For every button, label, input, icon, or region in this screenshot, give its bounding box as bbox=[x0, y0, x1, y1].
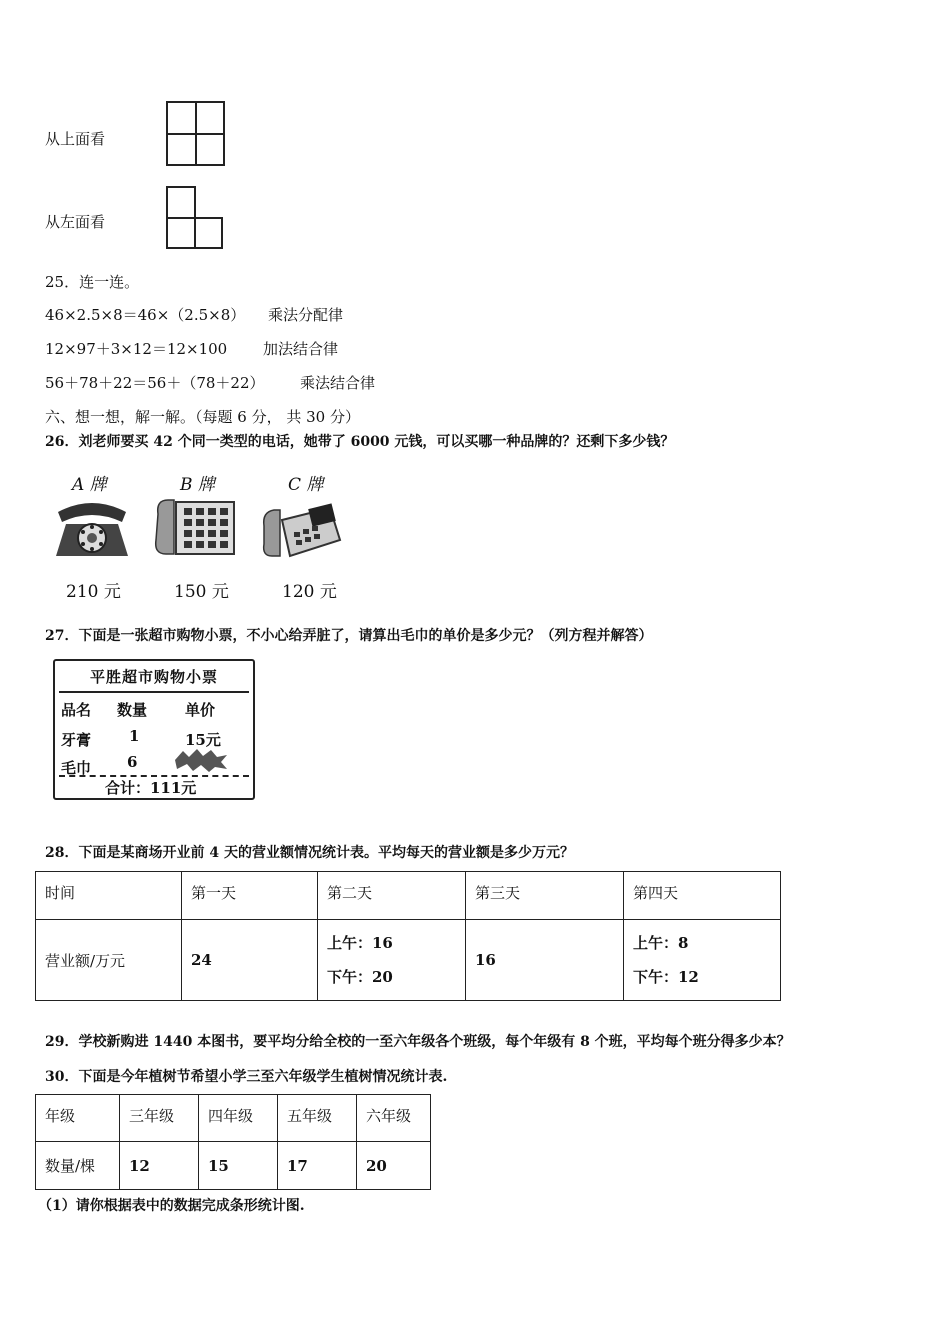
q29-text: 29．学校新购进 1440 本图书，要平均分给全校的一至六年级各个班级，每个年级有 8 个班，平均每个班分得多少本？ bbox=[45, 1034, 791, 1050]
rotary-phone-icon bbox=[52, 498, 132, 560]
q25-law-2: 加法结合律 bbox=[263, 340, 339, 358]
q28-header-day1: 第一天 bbox=[182, 872, 318, 920]
view-label-left: 从左面看 bbox=[45, 213, 106, 231]
q28-day1-value: 24 bbox=[182, 920, 318, 1001]
q30-text: 30．下面是今年植树节希望小学三至六年级学生植树情况统计表. bbox=[45, 1069, 448, 1085]
q28-day4-pm: 下午：12 bbox=[633, 968, 699, 986]
smudge-icon bbox=[173, 747, 229, 773]
receipt-title: 平胜超市购物小票 bbox=[89, 668, 218, 686]
receipt-row1-price: 15元 bbox=[185, 731, 221, 749]
receipt-header-price: 单价 bbox=[185, 701, 216, 719]
q25-law-3: 乘法结合律 bbox=[300, 374, 376, 392]
phone-price-b: 150 元 bbox=[174, 582, 229, 602]
q28-day3-value: 16 bbox=[466, 920, 624, 1001]
receipt-total: 合计：111元 bbox=[105, 779, 197, 797]
q28-row-label: 营业额/万元 bbox=[36, 920, 182, 1001]
q30-header-grade: 年级 bbox=[36, 1095, 120, 1142]
q25-expr-3: 56＋78＋22＝56＋（78＋22） bbox=[45, 374, 265, 392]
phone-brand-c: C 牌 bbox=[288, 475, 324, 495]
receipt-row1-qty: 1 bbox=[129, 727, 140, 745]
receipt-header-qty: 数量 bbox=[117, 701, 148, 719]
q28-text: 28．下面是某商场开业前 4 天的营业额情况统计表。平均每天的营业额是多少万元？ bbox=[45, 845, 574, 861]
left-view-figure bbox=[166, 186, 223, 249]
phone-brand-a: A 牌 bbox=[72, 475, 107, 495]
q28-header-day2: 第二天 bbox=[318, 872, 466, 920]
receipt-row1-name: 牙膏 bbox=[61, 731, 92, 749]
q30-header-grade6: 六年级 bbox=[357, 1095, 431, 1142]
phone-brand-b: B 牌 bbox=[180, 475, 215, 495]
q28-day2-am: 上午：16 bbox=[327, 934, 393, 952]
q30-sub1: （1）请你根据表中的数据完成条形统计图. bbox=[38, 1198, 305, 1214]
receipt-row2-name: 毛巾 bbox=[61, 759, 92, 777]
q25-title: 25．连一连。 bbox=[45, 273, 140, 291]
phone-price-c: 120 元 bbox=[282, 582, 337, 602]
q26-text: 26．刘老师要买 42 个同一类型的电话，她带了 6000 元钱，可以买哪一种品牌的？还剩下多少钱？ bbox=[45, 434, 675, 450]
q30-tree-table bbox=[35, 1094, 431, 1190]
q30-value-grade4: 15 bbox=[199, 1142, 278, 1190]
q28-header-day3: 第三天 bbox=[466, 872, 624, 920]
q30-row-label: 数量/棵 bbox=[36, 1142, 120, 1190]
q28-day4-am: 上午：8 bbox=[633, 934, 689, 952]
q30-value-grade6: 20 bbox=[357, 1142, 431, 1190]
receipt bbox=[53, 659, 255, 800]
q27-text: 27．下面是一张超市购物小票，不小心给弄脏了，请算出毛巾的单价是多少元？（列方程并解答） bbox=[45, 628, 653, 644]
section-6-title: 六、想一想，解一解。（每题 6 分， 共 30 分） bbox=[45, 408, 360, 426]
q28-day2-pm: 下午：20 bbox=[327, 968, 393, 986]
q30-value-grade5: 17 bbox=[278, 1142, 357, 1190]
q30-header-grade5: 五年级 bbox=[278, 1095, 357, 1142]
phone-price-a: 210 元 bbox=[66, 582, 121, 602]
top-view-figure bbox=[166, 101, 225, 166]
receipt-row2-qty: 6 bbox=[127, 753, 138, 771]
q25-expr-2: 12×97＋3×12＝12×100 bbox=[45, 340, 228, 358]
q28-header-time: 时间 bbox=[36, 872, 182, 920]
view-label-top: 从上面看 bbox=[45, 130, 106, 148]
receipt-divider bbox=[59, 691, 249, 693]
q30-value-grade3: 12 bbox=[120, 1142, 199, 1190]
display-phone-icon bbox=[260, 498, 344, 560]
q30-header-grade4: 四年级 bbox=[199, 1095, 278, 1142]
keypad-phone-icon bbox=[152, 496, 238, 560]
q25-expr-1: 46×2.5×8＝46×（2.5×8） bbox=[45, 306, 246, 324]
q25-law-1: 乘法分配律 bbox=[268, 306, 344, 324]
q28-revenue-table bbox=[35, 871, 781, 1001]
q28-header-day4: 第四天 bbox=[624, 872, 781, 920]
receipt-header-name: 品名 bbox=[61, 701, 92, 719]
q30-header-grade3: 三年级 bbox=[120, 1095, 199, 1142]
